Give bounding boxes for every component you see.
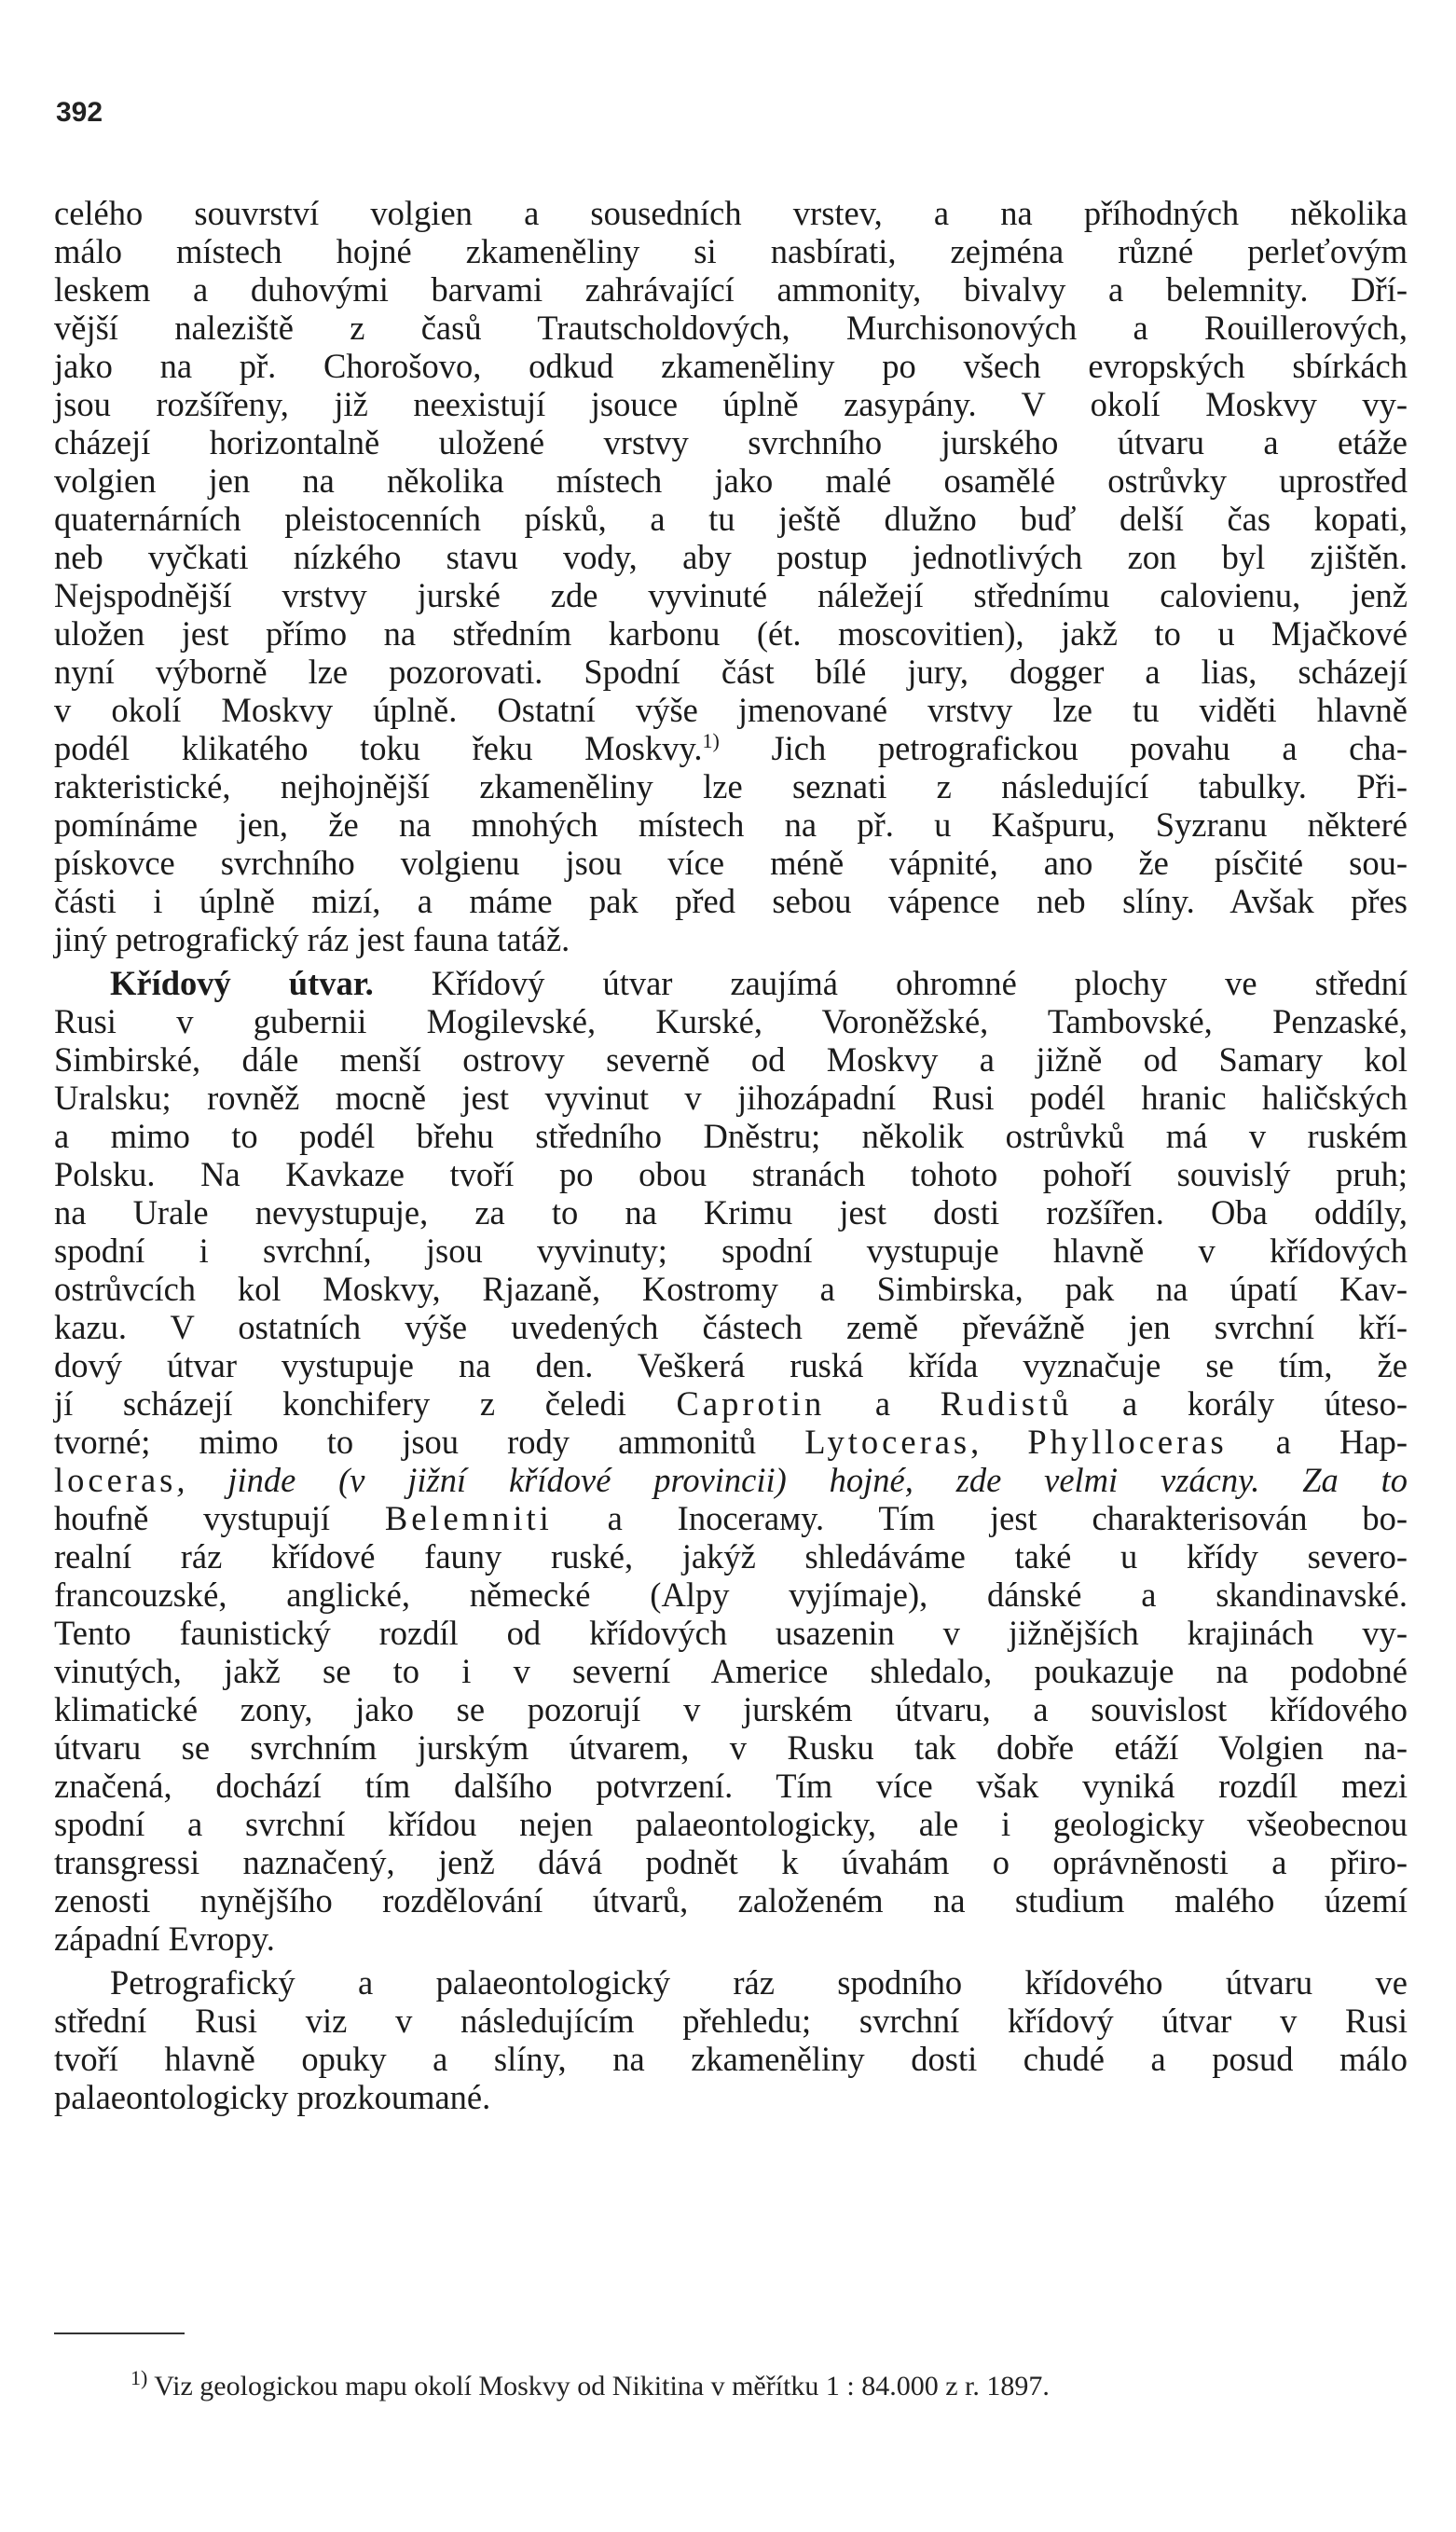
text-line: volgien jen na několika místech jako malé osamělé ostrůvky uprostřed [54, 461, 1408, 500]
text-line: zenosti nynějšího rozdělování útvarů, založeném na studium malého území [54, 1881, 1408, 1920]
text-line: tvoří hlavně opuky a slíny, na zkameněliny dosti chudé a posud málo [54, 2040, 1408, 2078]
text-line: Simbirské, dále menší ostrovy severně od Moskvy a jižně od Samary kol [54, 1040, 1408, 1079]
text-segment: , [970, 1423, 1028, 1461]
text-line [54, 1423, 1408, 1461]
text-segment: tvorné; mimo to jsou rody ammonitů [54, 1423, 805, 1461]
text-line: na Urale nevystupuje, za to na Krimu jest dosti rozšířen. Oba oddíly, [54, 1193, 1408, 1232]
text-segment: Petrografický a palaeontologický ráz spodního křídového útvaru ve [110, 1963, 1408, 2002]
text-line: ostrůvcích kol Moskvy, Rjazaně, Kostromy a Simbirska, pak na úpatí Kav- [54, 1270, 1408, 1308]
text-line: spodní a svrchní křídou nejen palaeontologicky, ale i geologicky všeobecnou [54, 1805, 1408, 1843]
text-segment: houfně vystupují [54, 1499, 385, 1537]
taxon-name: loceras [54, 1461, 177, 1499]
text-line: rakteristické, nejhojnější zkameněliny lze seznati z následující tabulky. Při- [54, 767, 1408, 805]
text-line: vější naleziště z časů Trautscholdových, Murchisonových a Rouillerových, [54, 309, 1408, 347]
text-line: značená, dochází tím dalšího potvrzení. Tím více však vyniká rozdíl mezi [54, 1767, 1408, 1805]
text-line: neb vyčkati nízkého stavu vody, aby postup jednotlivých zon byl zjištěn. [54, 538, 1408, 576]
page-number: 392 [56, 97, 103, 128]
text-line: transgressi naznačený, jenž dává podnět k úvahám o oprávněnosti a přiro- [54, 1843, 1408, 1881]
text-line: nyní výborně lze pozorovati. Spodní část bílé jury, dogger a lias, scházejí [54, 653, 1408, 691]
text-line: vinutých, jakž se to i v severní Americe shledalo, poukazuje na podobné [54, 1652, 1408, 1690]
text-line: kazu. V ostatních výše uvedených částech země převážně jen svrchní kří- [54, 1308, 1408, 1346]
text-segment: jí scházejí konchifery z čeledi [54, 1384, 677, 1423]
body-text [54, 194, 1408, 2116]
taxon-name: Caprotin [676, 1384, 826, 1423]
text-line: uložen jest přímo na středním karbonu (ét. moscovitien), jakž to u Mjačkové [54, 614, 1408, 653]
text-line [54, 1499, 1408, 1537]
text-line: spodní i svrchní, jsou vyvinuty; spodní vystupuje hlavně v křídových [54, 1232, 1408, 1270]
text-line: quaternárních pleistocenních písků, a tu ještě dlužno buď delší čas kopati, [54, 500, 1408, 538]
text-line: francouzské, anglické, německé (Alpy vyjímaje), dánské a skandinavské. [54, 1576, 1408, 1614]
text-line: Tento faunistický rozdíl od křídových usazenin v jižnějších krajinách vy- [54, 1614, 1408, 1652]
text-line: jsou rozšířeny, již neexistují jsouce úplně zasypány. V okolí Moskvy vy- [54, 385, 1408, 423]
text-line: a mimo to podél břehu středního Dněstru; několik ostrůvků má v ruském [54, 1117, 1408, 1155]
text-line: leskem a duhovými barvami zahrávající ammonity, bivalvy a belemnity. Dří- [54, 270, 1408, 309]
footnote [130, 2368, 1050, 2405]
text-line: pomínáme jen, že na mnohých místech na př. u Kašpuru, Syzranu některé [54, 805, 1408, 844]
text-line: Uralsku; rovněž mocně jest vyvinut v jihozápadní Rusi podél hranic haličských [54, 1079, 1408, 1117]
taxon-name: Lytoceras [804, 1423, 971, 1461]
taxon-name: Phylloceras [1027, 1423, 1228, 1461]
text-line-with-footnote-ref [54, 729, 1408, 767]
text-segment: Křídový útvar zaujímá ohromné plochy ve střední [373, 964, 1408, 1002]
paragraph-3 [54, 1963, 1408, 2116]
text-line [54, 1384, 1408, 1423]
text-line: dový útvar vystupuje na den. Veškerá ruská křída vyznačuje se tím, že [54, 1346, 1408, 1384]
paragraph-1 [54, 194, 1408, 958]
text-segment: a [825, 1384, 941, 1423]
text-segment: Jich petrografickou povahu a cha- [719, 729, 1408, 767]
text-line: jako na př. Chorošovo, odkud zkameněliny po všech evropských sbírkách [54, 347, 1408, 385]
text-line: západní Evropy. [54, 1920, 275, 1958]
footnote-marker: 1) [130, 2366, 148, 2389]
footnote-reference: 1) [702, 728, 720, 752]
section-title: Křídový útvar. [110, 964, 374, 1002]
text-line-with-heading [54, 964, 1408, 1002]
taxon-name: Belemniti [384, 1499, 553, 1537]
footnote-text: Viz geologickou mapu okolí Moskvy od Nikitina v měřítku 1 : 84.000 z r. 1897. [147, 2371, 1050, 2401]
text-line: celého souvrství volgien a sousedních vrstev, a na příhodných několika [54, 194, 1408, 232]
text-segment: , jinde (v jižní křídové provincii) hojné, zde velmi vzácny. Za to [176, 1461, 1408, 1499]
text-line [54, 1963, 1408, 2002]
text-line: v okolí Moskvy úplně. Ostatní výše jmenované vrstvy lze tu viděti hlavně [54, 691, 1408, 729]
taxon-name: Rudistů [940, 1384, 1073, 1423]
footnote-separator [54, 2332, 185, 2334]
text-line: palaeontologicky prozkoumané. [54, 2078, 491, 2116]
text-line: Polsku. Na Kavkaze tvoří po obou stranách tohoto pohoří souvislý pruh; [54, 1155, 1408, 1193]
text-line: střední Rusi viz v následujícím přehledu; svrchní křídový útvar v Rusi [54, 2002, 1408, 2040]
text-line: jiný petrografický ráz jest fauna tatáž. [54, 920, 570, 958]
text-line: realní ráz křídové fauny ruské, jakýž shledáváme také u křídy severo- [54, 1537, 1408, 1576]
text-line: cházejí horizontalně uložené vrstvy svrchního jurského útvaru a etáže [54, 423, 1408, 461]
text-segment: a Inocerамy. Tím jest charakterisován bo- [552, 1499, 1408, 1537]
text-line: pískovce svrchního volgienu jsou více méně vápnité, ano že písčité sou- [54, 844, 1408, 882]
paragraph-2 [54, 964, 1408, 1958]
text-segment: a korály úteso- [1072, 1384, 1408, 1423]
text-line [54, 1461, 1408, 1499]
text-line: málo místech hojné zkameněliny si nasbírati, zejména různé perleťovým [54, 232, 1408, 270]
text-line: klimatické zony, jako se pozorují v jurském útvaru, a souvislost křídového [54, 1690, 1408, 1728]
text-segment: a Hap- [1227, 1423, 1408, 1461]
text-line: části i úplně mizí, a máme pak před sebou vápence neb slíny. Avšak přes [54, 882, 1408, 920]
text-segment: podél klikatého toku řeku Moskvy. [54, 729, 703, 767]
text-line: Rusi v gubernii Mogilevské, Kurské, Voroněžské, Tambovské, Penzaské, [54, 1002, 1408, 1040]
text-line: útvaru se svrchním jurským útvarem, v Rusku tak dobře etáží Volgien na- [54, 1728, 1408, 1767]
text-line: Nejspodnější vrstvy jurské zde vyvinuté náležejí střednímu calovienu, jenž [54, 576, 1408, 614]
